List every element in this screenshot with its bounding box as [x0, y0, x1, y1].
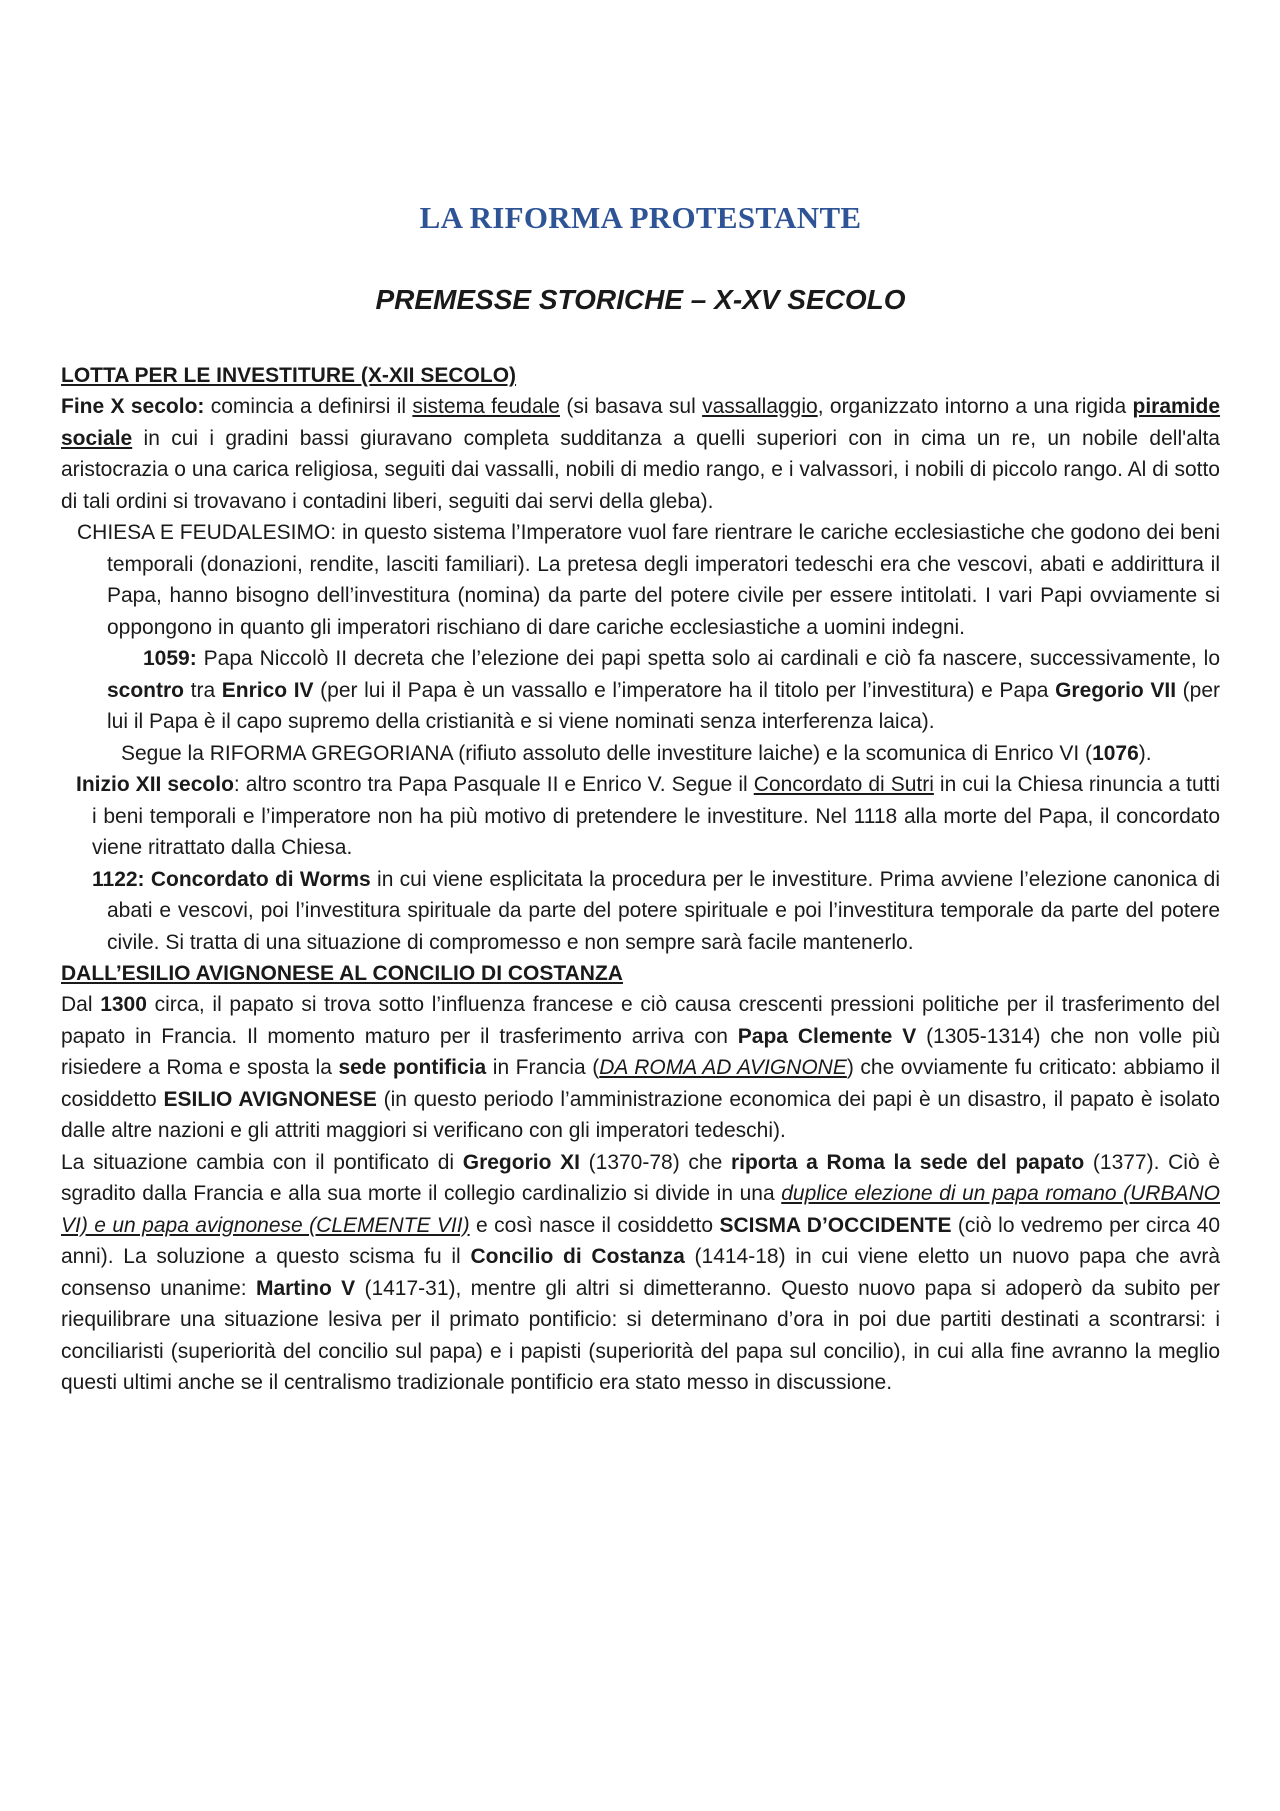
bold-text: Papa Clemente V: [737, 1024, 917, 1048]
paragraph-gregorio-xi: [61, 1147, 1220, 1399]
bold-text: 1059:: [143, 647, 197, 670]
bold-underlined-term: piramide sociale: [61, 395, 1221, 450]
bold-text: scontro: [107, 678, 185, 702]
text-run: comincia a definirsi il: [204, 395, 413, 418]
italic-underlined-term: DA ROMA AD AVIGNONE: [599, 1056, 847, 1079]
bold-text: Concilio di Costanza: [470, 1245, 685, 1268]
bold-text: sede pontificia: [338, 1056, 487, 1079]
bold-text: Gregorio VII: [1055, 678, 1177, 702]
text-run: ) che ovviamente fu criticato: abbiamo il cosiddetto: [61, 1056, 1220, 1111]
bold-text: 1300: [100, 993, 147, 1016]
text-run: tra: [184, 678, 222, 702]
text-run: (1417-31), mentre gli altri si dimetteranno. Questo nuovo papa si adoperò da subito per riequilibrare una situazione lesiva per il primato pontificio: si determinano d’ora in poi due partiti destinati a scontrarsi: i conciliaristi (superiorità del concilio sul papa) e i papisti (superiorità del papa sul concilio), in cui alla fine avranno la meglio questi ultimi anche se il centralismo tradizionale pontificio era stato messo in discussione.: [61, 1276, 1220, 1394]
bold-text: riporta a Roma la sede del papato: [730, 1150, 1085, 1174]
text-run: in cui la Chiesa rinuncia a tutti i beni temporali e l’imperatore non ha più motivo di pretendere le investiture. Nel 1118 alla morte del Papa, il concordato viene ritrattato dalla Chiesa.: [92, 773, 1221, 859]
paragraph-riforma-gregoriana: [61, 738, 1220, 770]
section-heading-investiture: LOTTA PER LE INVESTITURE (X-XII SECOLO): [61, 364, 517, 387]
underlined-term: Concordato di Sutri: [753, 773, 934, 796]
text-run: in cui i gradini bassi giuravano completa sudditanza a quelli superiori con in cima un re, un nobile dell'alta aristocrazia o una carica religiosa, seguiti dai vassalli, nobili di medio rango, e i valvassori, i nobili di piccolo rango. Al di sotto di tali ordini si trovavano i contadini liberi, seguiti dai servi della gleba).: [61, 426, 1220, 513]
text-run: (si basava sul: [560, 395, 703, 418]
text-run: (per lui il Papa è il capo supremo della cristianità e si viene nominati senza interferenza laica).: [107, 678, 1220, 733]
document-subtitle: PREMESSE STORICHE – X-XV SECOLO: [375, 284, 906, 315]
text-run: La situazione cambia con il pontificato di: [61, 1150, 463, 1174]
bold-text: Inizio XII secolo: [76, 773, 234, 796]
text-run: (in questo periodo l’amministrazione economica dei papi è un disastro, il papato è isolato dalle altre nazioni e gli attriti maggiori si verificano con gli imperatori tedeschi).: [61, 1087, 1220, 1142]
paragraph-inizio-xii-secolo: [61, 769, 1220, 864]
document-body: [61, 200, 1220, 1399]
bold-text: 1122: Concordato di Worms: [92, 867, 371, 891]
bold-text: SCISMA D’OCCIDENTE: [719, 1213, 952, 1237]
text-run: , organizzato intorno a una rigida: [817, 395, 1133, 418]
section-heading-esilio-avignonese: DALL’ESILIO AVIGNONESE AL CONCILIO DI COSTANZA: [61, 962, 623, 985]
bold-text: Fine X secolo:: [61, 395, 205, 418]
text-run: Dal: [61, 993, 101, 1016]
bold-text: Enrico IV: [221, 678, 314, 702]
paragraph-chiesa-feudalesimo: CHIESA E FEUDALESIMO: in questo sistema l’Imperatore vuol fare rientrare le cariche ecclesiastiche che godono dei beni temporali (donazioni, rendite, lasciti familiari). La pretesa degli imperatori tedeschi era che vescovi, abati e addirittura il Papa, hanno bisogno dell’investitura (nomina) da parte del potere civile per essere intitolati. I vari Papi ovviamente si oppongono in quanto gli imperatori rischiano di dare cariche ecclesiastiche a uomini indegni.: [77, 521, 1220, 639]
text-run: (1370-78) che: [579, 1150, 731, 1174]
text-run: Segue la RIFORMA GREGORIANA (rifiuto assoluto delle investiture laiche) e la scomunica di Enrico VI (: [121, 741, 1093, 765]
text-run: in cui viene esplicitata la procedura per le investiture. Prima avviene l’elezione canonica di abati e vescovi, poi l’investitura spirituale da parte del potere spirituale e poi l’investitura temporale da parte del potere civile. Si tratta di una situazione di compromesso e non sempre sarà facile mantenerlo.: [107, 867, 1220, 954]
text-run: (per lui il Papa è un vassallo e l’imperatore ha il titolo per l’investitura) e Papa: [313, 678, 1056, 702]
paragraph-fine-x-secolo: [61, 391, 1220, 517]
text-run: ).: [1138, 741, 1152, 765]
text-run: in Francia (: [486, 1056, 600, 1079]
bold-text: Martino V: [255, 1276, 356, 1300]
text-run: e così nasce il cosiddetto: [469, 1213, 720, 1237]
text-run: (1377). Ciò è sgradito dalla Francia e alla sua morte il collegio cardinalizio si divide in una: [61, 1150, 1221, 1205]
paragraph-1059: [61, 643, 1220, 738]
italic-underlined-term: duplice elezione di un papa romano (URBANO VI) e un papa avignonese (CLEMENTE VII): [61, 1182, 1220, 1237]
text-run: (1414-18) in cui viene eletto un nuovo papa che avrà consenso unanime:: [61, 1245, 1220, 1300]
document-title: LA RIFORMA PROTESTANTE: [419, 200, 862, 235]
text-run: (1305-1314) che non volle più risiedere a Roma e sposta la: [61, 1024, 1220, 1079]
paragraph-dal-1300: [61, 989, 1220, 1147]
underlined-term: sistema feudale: [412, 395, 560, 418]
bold-text: 1076: [1092, 741, 1139, 765]
text-run: Papa Niccolò II decreta che l’elezione dei papi spetta solo ai cardinali e ciò fa nascere, successivamente, lo: [196, 647, 1220, 670]
text-run: circa, il papato si trova sotto l’influenza francese e ciò causa crescenti pressioni politiche per il trasferimento del papato in Francia. Il momento maturo per il trasferimento arriva con: [61, 993, 1220, 1048]
bold-text: Gregorio XI: [462, 1150, 580, 1174]
bold-text: ESILIO AVIGNONESE: [163, 1087, 377, 1111]
underlined-term: vassallaggio: [702, 395, 818, 418]
text-run: : altro scontro tra Papa Pasquale II e Enrico V. Segue il: [233, 773, 754, 796]
paragraph-concordato-worms: [61, 864, 1220, 959]
text-run: (ciò lo vedremo per circa 40 anni). La soluzione a questo scisma fu il: [61, 1213, 1220, 1268]
